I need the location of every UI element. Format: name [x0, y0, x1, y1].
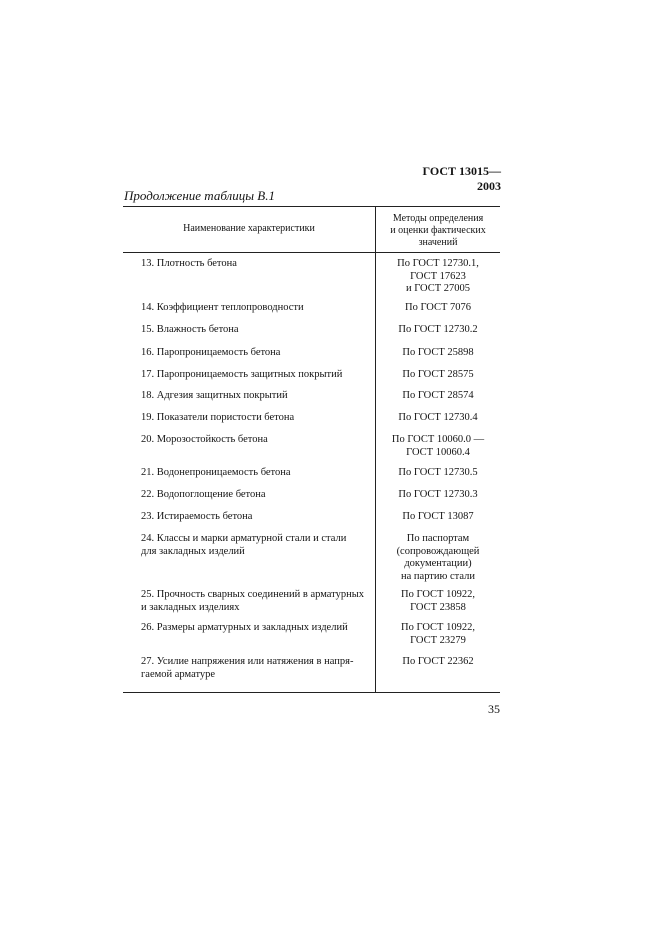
method-cell: По ГОСТ 28575	[402, 369, 474, 380]
characteristic-cell: 17. Паропроницаемость защитных покрытий	[141, 369, 343, 380]
method-cell: По ГОСТ 12730.4	[398, 412, 478, 423]
method-cell: По ГОСТ 12730.3	[398, 489, 478, 500]
method-cell: По ГОСТ 10922, ГОСТ 23858	[401, 589, 475, 613]
characteristic-cell: 20. Морозостойкость бетона	[141, 434, 268, 445]
method-cell: По ГОСТ 13087	[402, 511, 474, 522]
column-header-method-line: и оценки фактических	[390, 225, 486, 236]
characteristic-cell: 25. Прочность сварных соединений в арматурных и закладных изделиях	[141, 589, 365, 613]
method-cell: По ГОСТ 10060.0 — ГОСТ 10060.4	[391, 434, 485, 458]
characteristic-cell: 26. Размеры арматурных и закладных изделий	[141, 622, 348, 633]
method-cell: По ГОСТ 12730.2	[398, 324, 478, 335]
characteristic-cell: 24. Классы и марки арматурной стали и стали для закладных изделий	[141, 533, 347, 557]
characteristic-cell: 19. Показатели пористости бетона	[141, 412, 295, 423]
page-number: 35	[488, 702, 500, 716]
column-header-method	[376, 213, 500, 249]
standard-code: ГОСТ 13015—2003	[422, 164, 501, 193]
characteristic-cell: 14. Коэффициент теплопроводности	[141, 302, 304, 313]
column-header-characteristic: Наименование характеристики	[183, 223, 315, 234]
characteristic-cell: 21. Водонепроницаемость бетона	[141, 467, 291, 478]
characteristics-table	[123, 206, 500, 693]
method-cell: По ГОСТ 10922, ГОСТ 23279	[401, 622, 475, 646]
method-cell: По ГОСТ 25898	[402, 347, 474, 358]
table-caption: Продолжение таблицы В.1	[124, 188, 275, 203]
method-cell: По ГОСТ 12730.1, ГОСТ 17623 и ГОСТ 27005	[397, 258, 479, 294]
method-cell: По ГОСТ 22362	[402, 656, 474, 667]
method-cell: По ГОСТ 12730.5	[398, 467, 478, 478]
characteristic-cell: 27. Усилие напряжения или натяжения в напря- гаемой арматуре	[141, 656, 354, 680]
column-header-method-line: значений	[418, 237, 458, 248]
characteristic-cell: 23. Истираемость бетона	[141, 511, 253, 522]
column-header-method-line: Методы определения	[392, 213, 484, 224]
method-cell: По паспортам (сопровождающей документации) на партию стали	[396, 533, 480, 582]
characteristic-cell: 13. Плотность бетона	[141, 258, 237, 269]
method-cell: По ГОСТ 28574	[402, 390, 474, 401]
header-rule	[123, 252, 500, 253]
characteristic-cell: 16. Паропроницаемость бетона	[141, 347, 281, 358]
characteristic-cell: 22. Водопоглощение бетона	[141, 489, 266, 500]
characteristic-cell: 18. Адгезия защитных покрытий	[141, 390, 288, 401]
method-cell: По ГОСТ 7076	[404, 302, 472, 313]
characteristic-cell: 15. Влажность бетона	[141, 324, 239, 335]
